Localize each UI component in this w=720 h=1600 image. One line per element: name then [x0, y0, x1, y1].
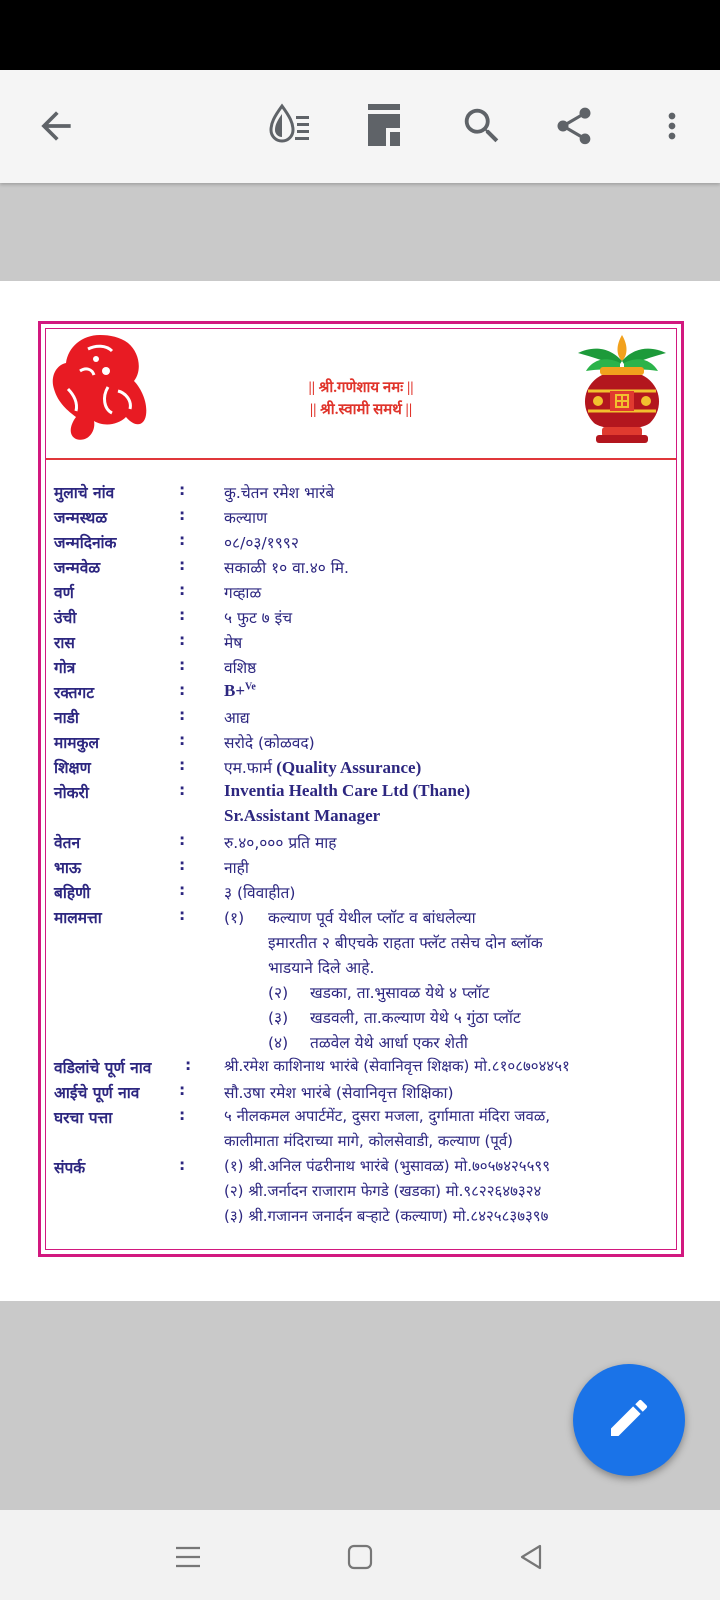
- label-father: वडिलांचे पूर्ण नाव: [54, 1059, 152, 1077]
- row-address: [46, 1106, 686, 1131]
- value-height: ५ फुट ७ इंच: [224, 609, 293, 627]
- colon: :: [179, 681, 186, 699]
- property-line-2: इमारतीत २ बीएचके राहता फ्लॅट तसेच दोन ब्लॉक: [268, 934, 543, 952]
- search-icon[interactable]: [446, 90, 518, 162]
- value-nadi: आद्य: [224, 709, 250, 727]
- colon: :: [179, 1081, 186, 1099]
- colon: :: [179, 556, 186, 574]
- label-mamkul: मामकुल: [54, 734, 99, 752]
- row-address-2: [46, 1131, 686, 1156]
- colon: :: [179, 881, 186, 899]
- property-item-3: खडवली, ता.कल्याण येथे ५ गुंठा प्लॉट: [310, 1009, 521, 1027]
- colon: :: [179, 781, 186, 799]
- label-mother: आईचे पूर्ण नाव: [54, 1084, 140, 1102]
- colon: :: [179, 731, 186, 749]
- colon: :: [179, 581, 186, 599]
- label-address: घरचा पत्ता: [54, 1109, 113, 1127]
- colon: :: [179, 1106, 186, 1124]
- label-sisters: बहिणी: [54, 884, 91, 902]
- value-blood-group: [224, 681, 256, 701]
- row-salary: [46, 831, 686, 856]
- reading-mode-icon[interactable]: [253, 90, 325, 162]
- colon: :: [179, 631, 186, 649]
- value-complexion: गव्हाळ: [224, 584, 262, 602]
- property-num-4: (४): [268, 1034, 289, 1052]
- label-salary: वेतन: [54, 834, 81, 852]
- label-blood-group: रक्तगट: [54, 684, 95, 702]
- label-complexion: वर्ण: [54, 584, 74, 602]
- label-birthplace: जन्मस्थळ: [54, 509, 108, 527]
- mantra-swami: || श्री.स्वामी समर्थ ||: [309, 402, 413, 418]
- colon: :: [179, 506, 186, 524]
- value-name: कु.चेतन रमेश भारंबे: [224, 484, 335, 502]
- property-item-2: खडका, ता.भुसावळ येथे ४ प्लॉट: [310, 984, 490, 1002]
- value-birthtime: सकाळी १० वा.४० मि.: [224, 559, 349, 577]
- value-gotra: वशिष्ठ: [224, 659, 257, 677]
- label-property: मालमत्ता: [54, 909, 102, 927]
- colon: :: [179, 531, 186, 549]
- row-sisters: [46, 881, 686, 906]
- colon: :: [179, 856, 186, 874]
- value-rashi: मेष: [224, 634, 243, 652]
- row-birthplace: [46, 506, 686, 531]
- property-line-3: भाडयाने दिले आहे.: [268, 959, 375, 977]
- value-mamkul: सरोदे (कोळवद): [224, 734, 315, 752]
- row-education: [46, 756, 686, 781]
- blood-group-text: B+: [224, 681, 246, 700]
- row-rashi: [46, 631, 686, 656]
- row-contact-3: [46, 1206, 686, 1231]
- row-job-line2: [46, 806, 686, 831]
- row-property-item-2: [46, 981, 686, 1006]
- value-brother: नाही: [224, 859, 249, 877]
- label-nadi: नाडी: [54, 709, 79, 727]
- row-complexion: [46, 581, 686, 606]
- label-contact: संपर्क: [54, 1159, 86, 1177]
- value-father: श्री.रमेश काशिनाथ भारंबे (सेवानिवृत्त शिक्षक) मो.८१०८७०४४५१: [224, 1057, 570, 1075]
- row-birthtime: [46, 556, 686, 581]
- label-dob: जन्मदिनांक: [54, 534, 117, 552]
- blood-group-sup: Ve: [245, 681, 256, 693]
- row-mamkul: [46, 731, 686, 756]
- kalash-logo: [572, 331, 672, 445]
- biodata-frame: [38, 321, 684, 1257]
- document-page[interactable]: [0, 281, 720, 1301]
- row-property: [46, 906, 686, 931]
- status-bar: [0, 0, 720, 70]
- mantra-ganesha: || श्री.गणेशाय नमः ||: [308, 380, 414, 396]
- value-salary: रु.४०,००० प्रति माह: [224, 834, 337, 852]
- contact-1: (१) श्री.अनिल पंढरीनाथ भारंबे (भुसावळ) मो.७०५७४२५५९९: [224, 1157, 551, 1175]
- label-name: मुलाचे नांव: [54, 484, 115, 502]
- label-brother: भाऊ: [54, 859, 82, 877]
- label-rashi: रास: [54, 634, 75, 652]
- header-divider: [46, 458, 676, 460]
- row-dob: [46, 531, 686, 556]
- value-address: ५ नीलकमल अपार्टमेंट, दुसरा मजला, दुर्गामाता मंदिरा जवळ,: [224, 1107, 551, 1125]
- property-num-1: (१): [224, 909, 245, 927]
- label-gotra: गोत्र: [54, 659, 76, 677]
- row-nadi: [46, 706, 686, 731]
- value-sisters: ३ (विवाहीत): [224, 884, 296, 902]
- row-father: [46, 1056, 686, 1081]
- arrow-left-icon[interactable]: [20, 90, 92, 162]
- row-contact: [46, 1156, 686, 1181]
- colon: :: [179, 1156, 186, 1174]
- value-job: Inventia Health Care Ltd (Thane): [224, 781, 471, 800]
- row-gotra: [46, 656, 686, 681]
- value-address-2: कालीमाता मंदिराच्या मागे, कोलसेवाडी, कल्याण (पूर्व): [224, 1132, 514, 1150]
- property-num-3: (३): [268, 1009, 289, 1027]
- colon: :: [185, 1056, 192, 1074]
- label-education: शिक्षण: [54, 759, 91, 777]
- row-property-item-3: [46, 1006, 686, 1031]
- home-square-icon[interactable]: [335, 1532, 385, 1582]
- property-item-4: तळवेल येथे आर्धा एकर शेती: [310, 1034, 468, 1052]
- edit-fab-button[interactable]: [573, 1364, 685, 1476]
- more-vert-icon[interactable]: [636, 90, 708, 162]
- label-height: उंची: [54, 609, 77, 627]
- property-num-2: (२): [268, 984, 289, 1002]
- value-education: [224, 756, 421, 778]
- value-mother: सौ.उषा रमेश भारंबे (सेवानिवृत्त शिक्षिका): [224, 1084, 454, 1102]
- row-name: [46, 481, 686, 506]
- row-brother: [46, 856, 686, 881]
- value-job-title: Sr.Assistant Manager: [224, 806, 381, 825]
- label-birthtime: जन्मवेळ: [54, 559, 101, 577]
- contact-3: (३) श्री.गजानन जनार्दन बऱ्हाटे (कल्याण) मो.८४२५८३७३९७: [224, 1207, 549, 1225]
- row-mother: [46, 1081, 686, 1106]
- education-degree: एम.फार्म: [224, 759, 273, 777]
- row-property-item-4: [46, 1031, 686, 1056]
- colon: :: [179, 706, 186, 724]
- colon: :: [179, 606, 186, 624]
- colon: :: [179, 656, 186, 674]
- row-blood-group: [46, 681, 686, 706]
- pencil-icon: [605, 1394, 653, 1446]
- colon: :: [179, 481, 186, 499]
- colon: :: [179, 906, 186, 924]
- row-height: [46, 606, 686, 631]
- row-contact-2: [46, 1181, 686, 1206]
- colon: :: [179, 756, 186, 774]
- contact-2: (२) श्री.जर्नादन राजाराम फेगडे (खडका) मो.९८२२६४७३२४: [224, 1182, 542, 1200]
- back-triangle-icon[interactable]: [506, 1532, 556, 1582]
- education-specialization: (Quality Assurance): [272, 758, 422, 777]
- toolbar: [0, 70, 720, 183]
- row-property-2: [46, 931, 686, 956]
- row-property-3: [46, 956, 686, 981]
- colon: :: [179, 831, 186, 849]
- value-birthplace: कल्याण: [224, 509, 268, 527]
- navigation-bar: [0, 1510, 720, 1600]
- value-dob: ०८/०३/१९९२: [224, 534, 299, 552]
- share-icon[interactable]: [538, 90, 610, 162]
- property-line-1: कल्याण पूर्व येथील प्लॉट व बांधलेल्या: [268, 909, 476, 927]
- label-job: नोकरी: [54, 784, 89, 802]
- biodata-frame-inner: [45, 328, 677, 1250]
- row-job: [46, 781, 686, 806]
- menu-icon[interactable]: [163, 1532, 213, 1582]
- layout-icon[interactable]: [348, 90, 420, 162]
